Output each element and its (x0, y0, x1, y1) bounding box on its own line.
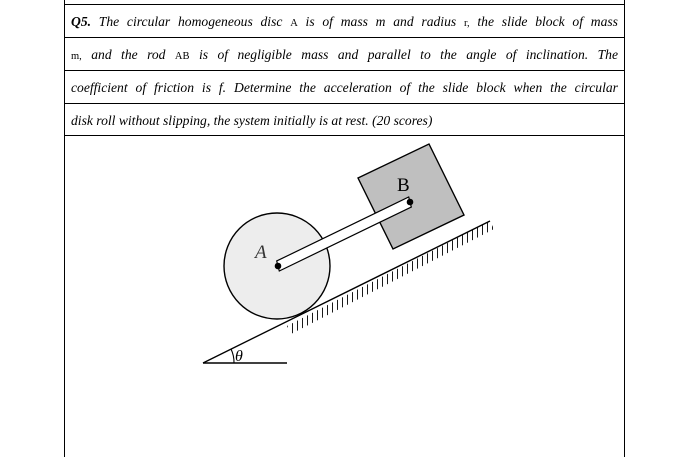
disc-center-pin (275, 263, 282, 270)
block-pin (407, 199, 414, 206)
question-line-4: disk roll without slipping, the system initially is at rest. (20 scores) (65, 103, 624, 136)
question-line-1: Q5. The circular homogeneous disc A is of mass m and radius r, the slide block of mass (65, 4, 624, 37)
label-a: A (255, 242, 267, 263)
question-line-2: m, and the rod AB is of negligible mass and parallel to the angle of inclination. The (65, 37, 624, 70)
slide-block-b (358, 144, 464, 249)
question-line-3: coefficient of friction is f. Determine the acceleration of the slide block when the circular (65, 70, 624, 103)
question-number: Q5. (71, 14, 92, 29)
label-theta: θ (235, 348, 243, 365)
angle-arc (231, 349, 234, 363)
label-b: B (397, 175, 410, 196)
